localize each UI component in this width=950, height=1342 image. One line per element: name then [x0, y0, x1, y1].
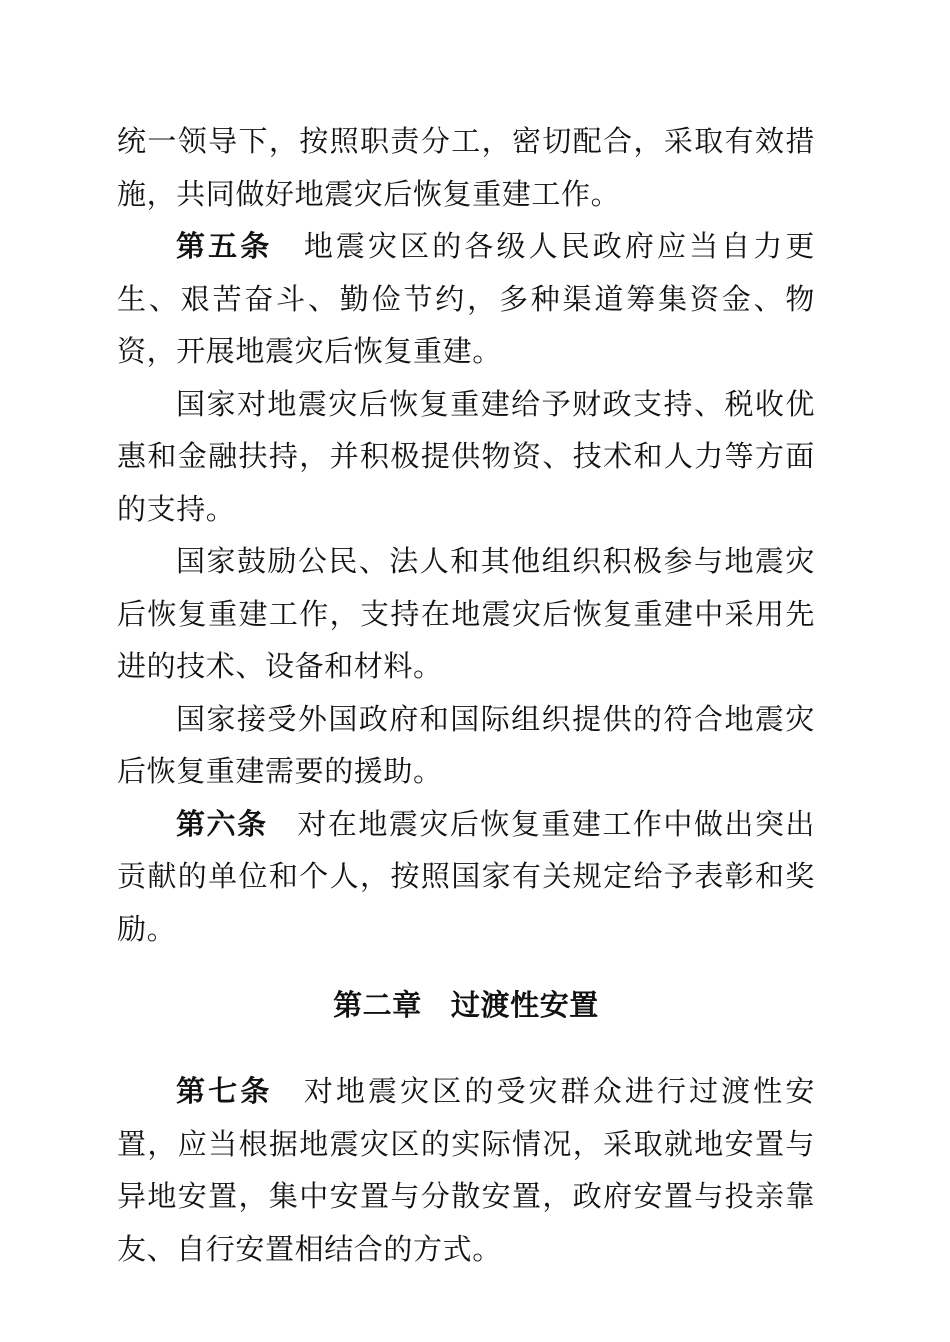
article-6: [117, 798, 815, 956]
article-6-text: 对在地震灾后恢复重建工作中做出突出贡献的单位和个人，按照国家有关规定给予表彰和奖励。: [117, 806, 815, 946]
paragraph-continuation: 统一领导下，按照职责分工，密切配合，采取有效措施，共同做好地震灾后恢复重建工作。: [117, 124, 815, 211]
article-5-text: 地震灾区的各级人民政府应当自力更生、艰苦奋斗、勤俭节约，多种渠道筹集资金、物资，开展地震灾后恢复重建。: [117, 229, 815, 368]
article-7-label: 第七条: [176, 1074, 273, 1108]
paragraph-encourage-participation: 国家鼓励公民、法人和其他组织积极参与地震灾后恢复重建工作，支持在地震灾后恢复重建中采用先进的技术、设备和材料。: [117, 544, 815, 683]
chapter-heading: [117, 969, 815, 1041]
chapter-number: 第二章: [333, 988, 422, 1022]
article-5-label: 第五条: [176, 229, 273, 263]
paragraph-state-support: 国家对地震灾后恢复重建给予财政支持、税收优惠和金融扶持，并积极提供物资、技术和人力等方面的支持。: [117, 386, 815, 526]
article-5: [117, 220, 815, 378]
article-6-label: 第六条: [176, 806, 268, 841]
chapter-title: 过渡性安置: [450, 988, 599, 1022]
article-7: [117, 1065, 815, 1275]
document-body: [117, 115, 815, 1275]
article-7-text: 对地震灾区的受灾群众进行过渡性安置，应当根据地震灾区的实际情况，采取就地安置与异地安置，集中安置与分散安置，政府安置与投亲靠友、自行安置相结合的方式。: [117, 1074, 815, 1266]
paragraph-foreign-aid: 国家接受外国政府和国际组织提供的符合地震灾后恢复重建需要的援助。: [117, 701, 815, 788]
